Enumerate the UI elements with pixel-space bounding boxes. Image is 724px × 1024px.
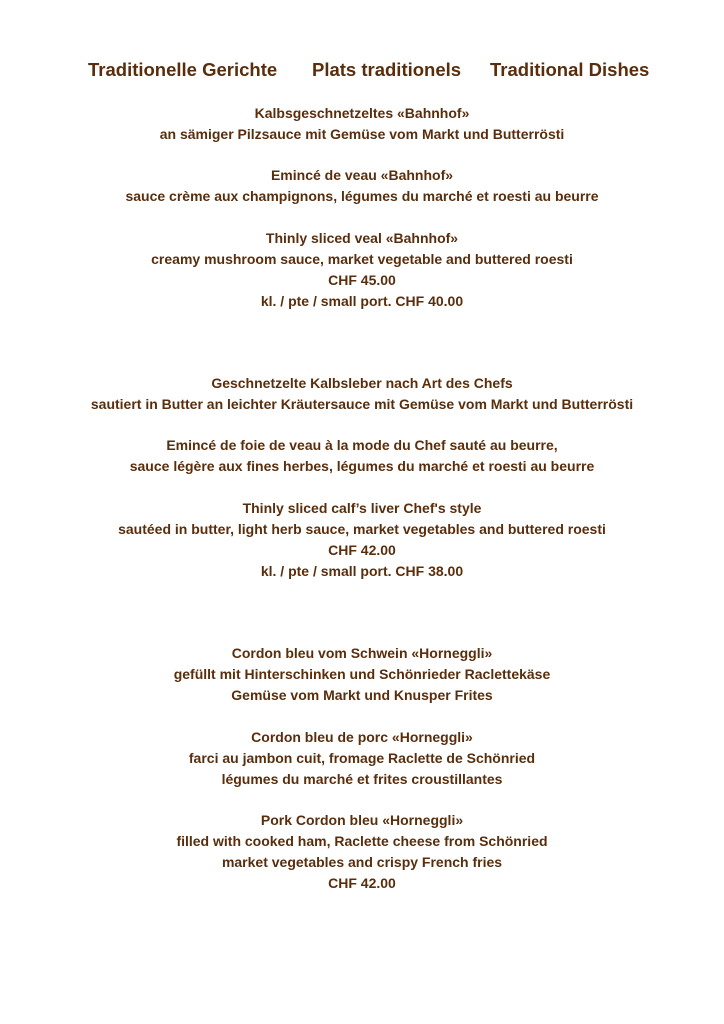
header-french: Plats traditionels [312,59,462,80]
dish-description-english: market vegetables and crispy French fries [221,854,503,870]
dish-name-english: Thinly sliced veal «Bahnhof» [265,230,459,246]
dish-description-english: creamy mushroom sauce, market vegetable and buttered roesti [151,251,573,267]
dish-description-german: gefüllt mit Hinterschinken und Schönrieder Raclettekäse [173,666,551,682]
dish-name-french: Emincé de foie de veau à la mode du Chef sauté au beurre, [166,437,558,453]
menu-header [0,56,724,84]
dish-small-portion-price: kl. / pte / small port. CHF 38.00 [260,563,464,579]
dish-description-french: farci au jambon cuit, fromage Raclette de Schönried [188,750,536,766]
dish-price: CHF 45.00 [328,272,396,288]
header-english: Traditional Dishes [490,59,650,80]
dish-price: CHF 42.00 [328,542,396,558]
dish-small-portion-price: kl. / pte / small port. CHF 40.00 [260,293,464,309]
dish-name-german: Kalbsgeschnetzeltes «Bahnhof» [254,105,470,121]
dish-price: CHF 42.00 [328,875,396,891]
dish-name-french: Emincé de veau «Bahnhof» [270,167,454,183]
dish-description-english: sautéed in butter, light herb sauce, market vegetables and buttered roesti [118,521,606,537]
dish-description-english: filled with cooked ham, Raclette cheese from Schönried [176,833,548,849]
dish-name-english: Thinly sliced calf’s liver Chef's style [242,500,482,516]
dish-description-german: sautiert in Butter an leichter Kräutersauce mit Gemüse vom Markt und Butterrösti [90,396,634,412]
dish-description-german: Gemüse vom Markt und Knusper Frites [231,687,493,703]
header-german: Traditionelle Gerichte [88,59,278,80]
dish-description-french: sauce légère aux fines herbes, légumes du marché et roesti au beurre [129,458,595,474]
dish-description-french: légumes du marché et frites croustillantes [221,771,503,787]
dish-name-french: Cordon bleu de porc «Horneggli» [251,729,473,745]
dish-name-english: Pork Cordon bleu «Horneggli» [260,812,464,828]
dish-name-german: Geschnetzelte Kalbsleber nach Art des Chefs [211,375,513,391]
dish-description-french: sauce crème aux champignons, légumes du marché et roesti au beurre [125,188,599,204]
dish-name-german: Cordon bleu vom Schwein «Horneggli» [231,645,493,661]
dish-description-german: an sämiger Pilzsauce mit Gemüse vom Markt und Butterrösti [159,126,565,142]
